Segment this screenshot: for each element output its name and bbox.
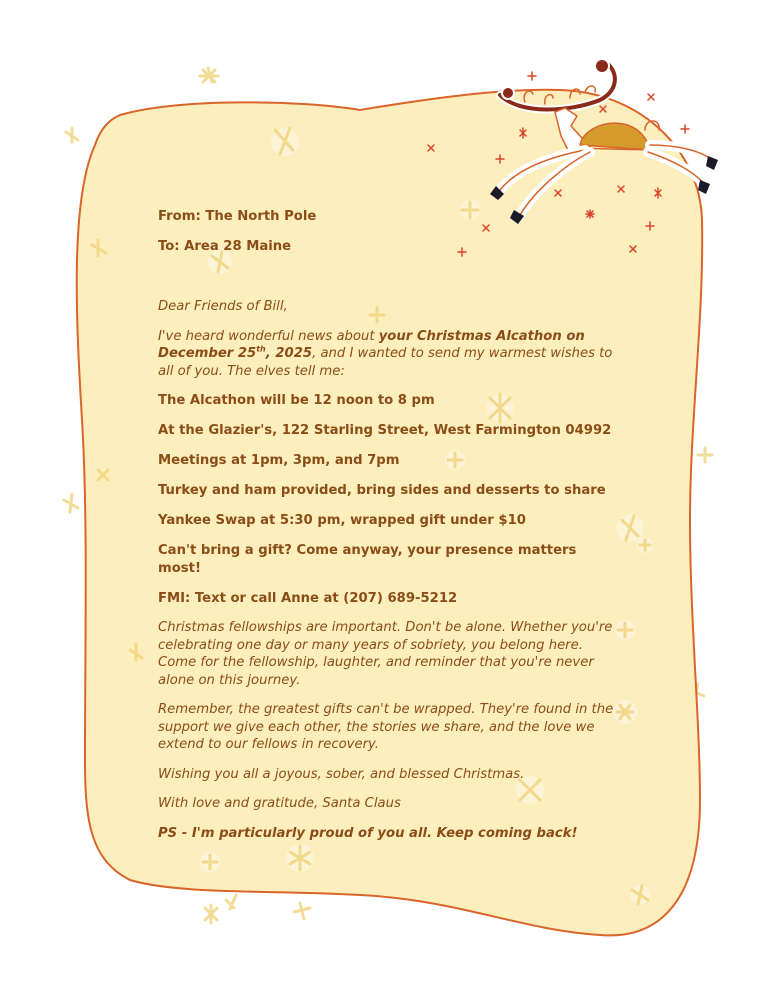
detail-no-gift: Can't bring a gift? Come anyway, your presence matters most! xyxy=(158,543,577,576)
intro-paragraph xyxy=(158,328,618,381)
intro-text: I've heard wonderful news about xyxy=(158,328,379,344)
detail-location: At the Glazier's, 122 Starling Street, West Farmington 04992 xyxy=(158,423,612,438)
ps-line: PS - I'm particularly proud of you all. Keep coming back! xyxy=(158,825,578,841)
intro-event-date: your Christmas Alcathon on December 25 xyxy=(158,328,585,361)
detail-meetings: Meetings at 1pm, 3pm, and 7pm xyxy=(158,453,400,468)
intro-event-year: , 2025 xyxy=(265,346,313,361)
date-suffix: th xyxy=(256,344,266,354)
detail-yankee-swap: Yankee Swap at 5:30 pm, wrapped gift under $10 xyxy=(158,513,526,528)
letter-body xyxy=(158,208,618,842)
detail-food: Turkey and ham provided, bring sides and desserts to share xyxy=(158,483,606,498)
signoff-line: With love and gratitude, Santa Claus xyxy=(158,796,401,811)
gifts-paragraph: Remember, the greatest gifts can't be wrapped. They're found in the support we give each other, the stories we share, and the love we extend to our fellows in recovery. xyxy=(158,702,614,752)
detail-contact: FMI: Text or call Anne at (207) 689-5212 xyxy=(158,590,458,606)
detail-time: The Alcathon will be 12 noon to 8 pm xyxy=(158,393,435,408)
intro-text-end: , and I wanted to send my warmest wishes to all of you. The elves tell me: xyxy=(158,346,613,379)
wishes-line: Wishing you all a joyous, sober, and blessed Christmas. xyxy=(158,766,525,782)
salutation: Dear Friends of Bill, xyxy=(158,299,288,314)
fellowship-paragraph: Christmas fellowships are important. Don't be alone. Whether you're celebrating one day or many years of sobriety, you belong here. Come for the fellowship, laughter, and reminder that you're never alone on this journey. xyxy=(158,620,613,688)
from-line: From: The North Pole xyxy=(158,209,317,224)
to-line: To: Area 28 Maine xyxy=(158,238,292,254)
